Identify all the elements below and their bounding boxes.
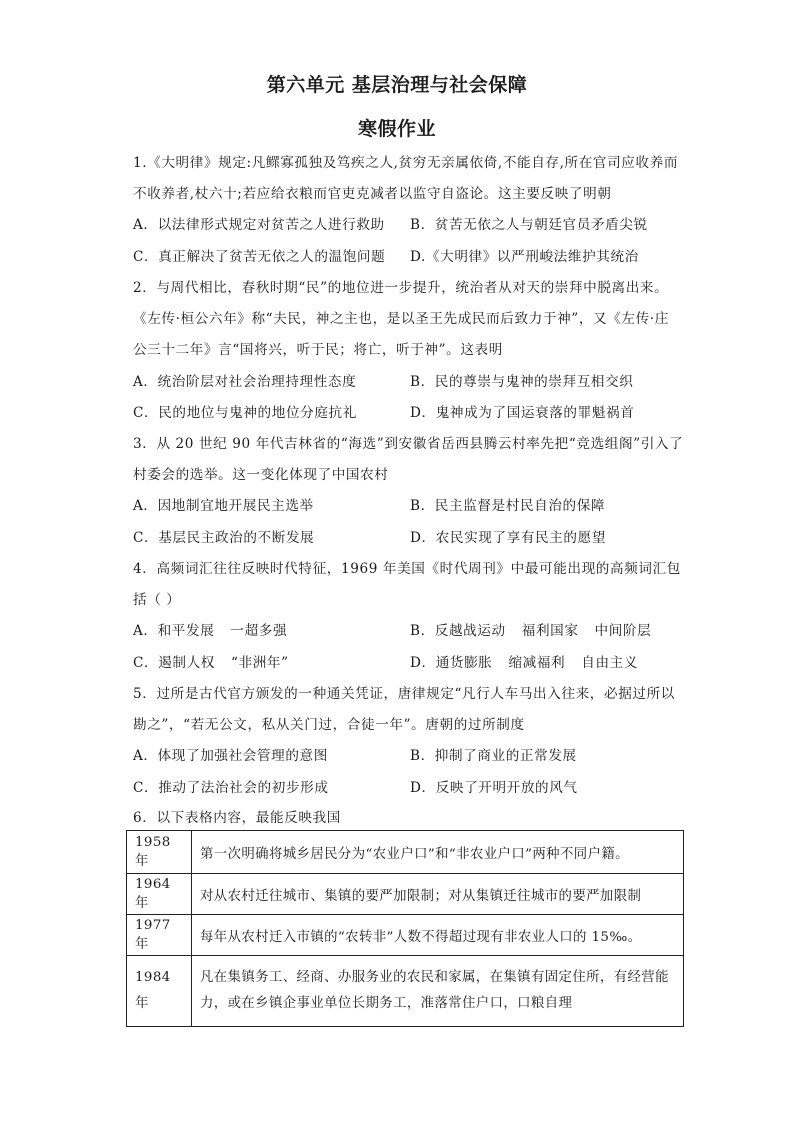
- q4-option-d-term1: D．通货膨胀: [410, 655, 493, 671]
- table-row: [127, 956, 684, 1027]
- q1-option-a: A．以法律形式规定对贫苦之人进行救助: [133, 217, 385, 233]
- q4-option-b-term1: B．反越战运动: [410, 623, 506, 639]
- q5-stem-line1: 5．过所是古代官方颁发的一种通关凭证，唐律规定“凡行人车马出入往来，必据过所以: [133, 686, 675, 702]
- q2-stem-line3: 公三十二年》言“国将兴，听于民；将亡，听于神”。这表明: [133, 342, 503, 358]
- q4-option-a-term1: A．和平发展: [133, 623, 215, 639]
- table-cell-year: 1984 年: [127, 956, 192, 1027]
- q4-option-c: [133, 651, 289, 671]
- q4-option-c-term1: C．遏制人权: [133, 655, 215, 671]
- q1-option-d: D.《大明律》以严刑峻法维护其统治: [410, 249, 639, 265]
- q4-option-c-term2: “非洲年”: [230, 655, 289, 671]
- q3-option-b: B．民主监督是村民自治的保障: [410, 498, 606, 514]
- q3-option-d: D．农民实现了享有民主的愿望: [410, 530, 607, 546]
- q4-option-a: [133, 619, 287, 639]
- q5-option-a: A．体现了加强社会管理的意图: [133, 748, 328, 764]
- q2-stem-line2: 《左传·桓公六年》称“夫民，神之主也，是以圣王先成民而后致力于神”，又《左传·庄: [133, 311, 669, 327]
- q4-option-b-term3: 中间阶层: [594, 623, 652, 639]
- q2-option-b: B．民的尊崇与鬼神的崇拜互相交织: [410, 374, 634, 390]
- q5-option-c: C．推动了法治社会的初步形成: [133, 780, 329, 796]
- table-cell-year: 1977 年: [127, 915, 192, 956]
- q1-option-c: C．真正解决了贫苦无依之人的温饱问题: [133, 249, 386, 265]
- q5-stem-line2: 勘之”，“若无公文，私从关门过，合徒一年”。唐朝的过所制度: [133, 717, 525, 733]
- q4-option-a-term2: 一超多强: [230, 623, 288, 639]
- table-cell-text: 第一次明确将城乡居民分为“农业户口”和“非农业户口”两种不同户籍。: [192, 831, 684, 874]
- q4-option-d-term2: 缩减福利: [508, 655, 566, 671]
- q2-option-c: C．民的地位与鬼神的地位分庭抗礼: [133, 405, 357, 421]
- table-cell-text: 每年从农村迁入市镇的“农转非”人数不得超过现有非农业人口的 15‰。: [192, 915, 684, 956]
- table-row: [127, 874, 684, 915]
- q5-option-d: D．反映了开明开放的风气: [410, 780, 578, 796]
- q1-stem-line2: 不收养者,杖六十;若应给衣粮而官吏克减者以监守自盗论。这主要反映了明朝: [133, 186, 612, 202]
- q5-option-b: B．抑制了商业的正常发展: [410, 748, 577, 764]
- page-title: 第六单元 基层治理与社会保障: [266, 74, 528, 96]
- q4-option-d-term3: 自由主义: [581, 655, 639, 671]
- table-row: [127, 915, 684, 956]
- q3-option-c: C．基层民主政治的不断发展: [133, 530, 315, 546]
- q2-option-d: D．鬼神成为了国运衰落的罪魁祸首: [410, 405, 635, 421]
- q4-option-b-term2: 福利国家: [521, 623, 579, 639]
- q4-stem-line1: 4．高频词汇往往反映时代特征，1969 年美国《时代周刊》中最可能出现的高频词汇包: [133, 561, 681, 577]
- q1-option-b: B．贫苦无依之人与朝廷官员矛盾尖锐: [410, 217, 648, 233]
- table-cell-year: 1958 年: [127, 831, 192, 874]
- table-cell-text: 凡在集镇务工、经商、办服务业的农民和家属，在集镇有固定住所，有经营能力，或在乡镇企事业单位长期务工，准落常住户口，口粮自理: [192, 956, 684, 1027]
- q2-option-a: A．统治阶层对社会治理持理性态度: [133, 374, 357, 390]
- q2-stem-line1: 2．与周代相比，春秋时期“民”的地位进一步提升，统治者从对天的崇拜中脱离出来。: [133, 280, 669, 296]
- q1-stem-line1: 1.《大明律》规定:凡鳏寡孤独及笃疾之人,贫穷无亲属依倚,不能自存,所在官司应收养而: [133, 155, 679, 171]
- q6-stem: 6．以下表格内容，最能反映我国: [133, 810, 341, 826]
- page-subtitle: 寒假作业: [357, 118, 436, 140]
- hukou-policy-table: [126, 830, 684, 1027]
- table-cell-year: 1964 年: [127, 874, 192, 915]
- q4-option-d: [410, 651, 638, 671]
- q3-stem-line1: 3．从 20 世纪 90 年代吉林省的“海选”到安徽省岳西县腾云村率先把“竞选组阁”引入了: [133, 436, 684, 452]
- table-row: [127, 831, 684, 874]
- q3-option-a: A．因地制宜地开展民主选举: [133, 498, 314, 514]
- q3-stem-line2: 村委会的选举。这一变化体现了中国农村: [133, 467, 389, 483]
- q4-option-b: [410, 619, 651, 639]
- q4-stem-line2: 括（ ）: [133, 592, 181, 608]
- table-cell-text: 对从农村迁往城市、集镇的要严加限制；对从集镇迁往城市的要严加限制: [192, 874, 684, 915]
